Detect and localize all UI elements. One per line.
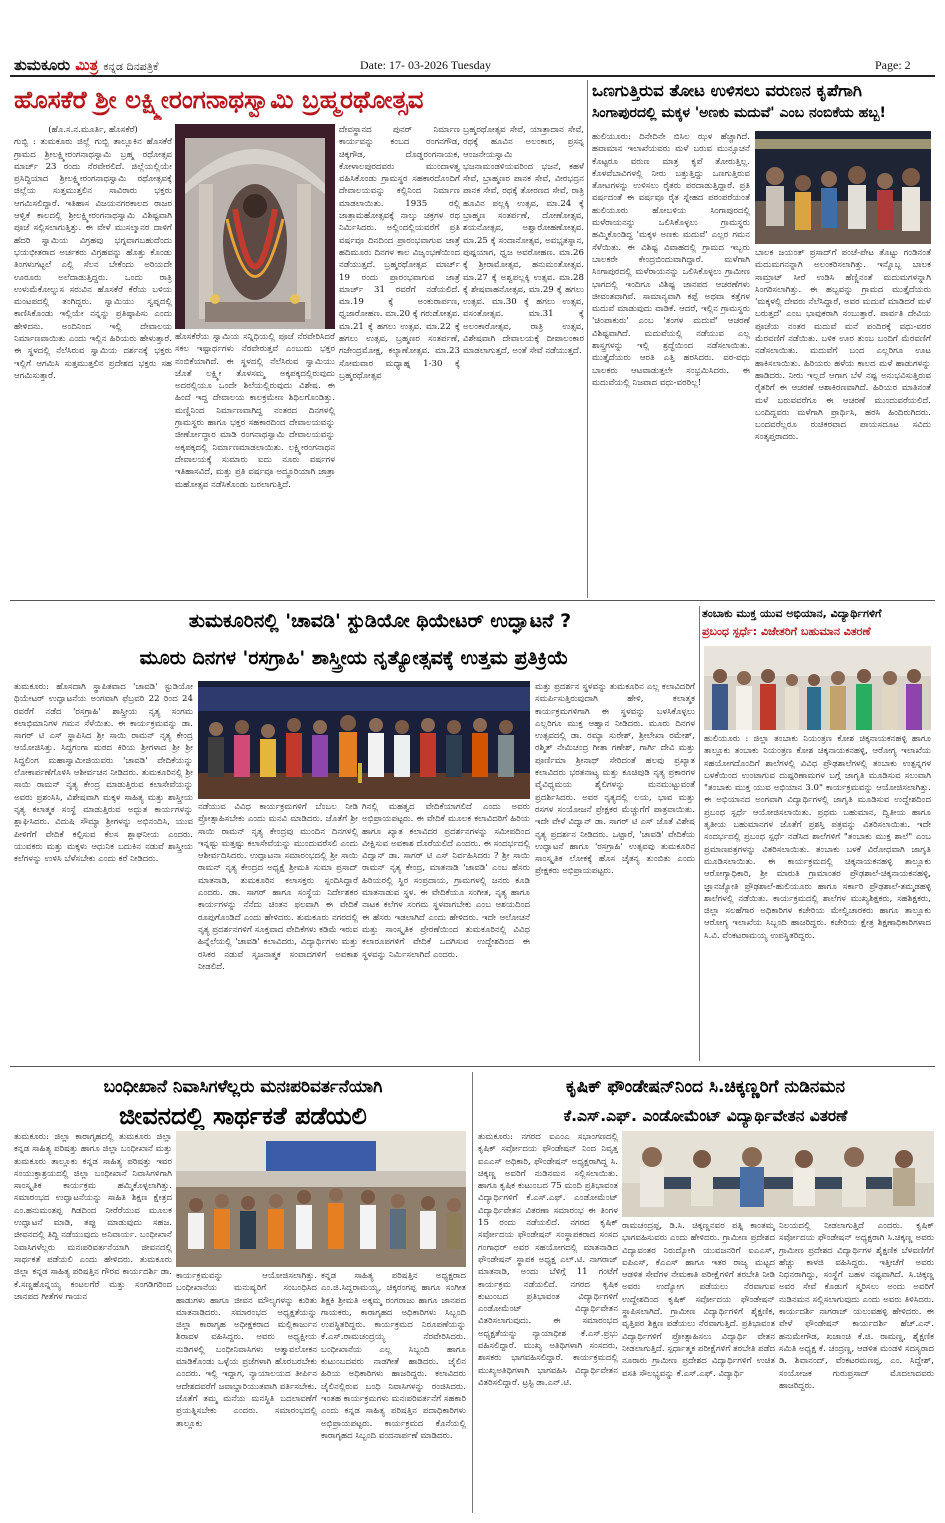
chavadi-text-2: ನಡೆಯುವ ವಿವಿಧ ಕಾರ್ಯಕ್ರಮಗಳಿಗೆ ಬೆಂಬಲ ನೀಡಿ ಪ್ರೋತ್ಸಾಹಿಸಬೇಕು ಎಂದು ಮನವಿ ಮಾಡಿದರು. ಜೊತೆಗೆ ಶ್ರೀ ಸಾಯಿ ರಾಮನ್ ನೃತ್ಯ ಕೇಂದ್ರವು ಮುಂದಿನ ದಿನಗಳಲ್ಲಿ ಇನ್ನಷ್ಟು ಮತ್ತಷ್ಟು ಕಲಾಸೇವೆಯನ್ನು ಮುಂದುವರೆಸಲಿ ಎಂದು ಆಶೀರ್ವದಿಸಿದರು. ಉದ್ಘಾಟನಾ ಸಮಾರಂಭದಲ್ಲಿ ಶ್ರೀ ಸಾಯಿ ರಾಮನ್ ನೃತ್ಯ ಕೇಂದ್ರದ ಅಧ್ಯಕ್ಷೆ ಶ್ರೀಮತಿ ಸುಮಾ ಪ್ರಸಾದ್ ಮಾತನಾಡಿ, ತುಮಕೂರಿನ ಕಲಾಸಕ್ತರು ಸ್ಪಂದಿಸಿದ್ದಾರೆ ಎಂದರು. ಡಾ. ಸಾಗರ್ ಹಾಗೂ ಸಂಸ್ಥೆಯ ನಿರ್ದೇಶಕರ ಕಾರ್ಯಗಳನ್ನು ನೆನೆದು ಚಿಂತನ ಫಲವಾಗಿ ಈ ವೇದಿಕೆ ರೂಪುಗೊಂಡಿದೆ ಎಂದು ಹೇಳಿದರು. ತುಮಕೂರು ನಗರದಲ್ಲಿ ನೃತ್ಯ ಪ್ರದರ್ಶನಗಳಿಗೆ ಸೂಕ್ತವಾದ ವೇದಿಕೆಗಳು ಕಡಿಮೆ ಇರುವ ಹಿನ್ನೆಲೆಯಲ್ಲಿ 'ಚಾವಡಿ' ಕಲಾವಿದರು, ವಿದ್ಯಾರ್ಥಿಗಳು ಮತ್ತು ರಸಿಕರ ನಡುವೆ ಸೃಜನಾತ್ಮಕ ಸಂವಾದಗಳಿಗೆ ಅವಕಾಶ ನೀಡಲಿದೆ.	[198, 802, 358, 972]
rathotsava-text-4: ಬ್ರಹ್ಮರಥೋತ್ಸವ ಸೇವೆ, ಯಾತ್ರಾದಾನ ಸೇವೆ, ರಥಕ್ಕೆ ಹೂವಿನ ಅಲಂಕಾರ, ಪ್ರಸನ್ನ ಆಂಜನೇಯಸ್ವಾಮಿ ಭಜನಾಮಂಡಳಿಯವರಿಂದ ಭಜನೆ, ಕಹಳೆ ಸೇವೆ, ಬ್ರಾಹ್ಮಣರ ಪಾನಕ ಸೇವೆ, ವೀರಭದ್ರನ ಪಾನಕ ಸೇವೆ, ರಥಕ್ಕೆ ತೋರಣದ ಸೇವೆ, ರಾತ್ರಿ ಹೂವಿನ ಪಲ್ಲಕ್ಕಿ ಉತ್ಸವ, ಮಾ.24 ಕ್ಕೆ ಬ್ರಾಹ್ಮಣ ಸಂತರ್ಪಣೆ, ದೋಣೋತ್ಸವ, ಶಯನೋತ್ಸವ, ಅಶ್ವಾರೋಹಣೋತ್ಸವ. ಮಾ.25 ಕ್ಕೆ ಸಂದಾನೋತ್ಸವ, ಅವಭೃತಸ್ನಾನ, ಪುಷ್ಪಯಾಗ, ಧ್ವಜ ಅವರೋಹಣ. ಮಾ.26 ಕ್ಕೆ ಶ್ರೀರಾಮೋತ್ಸವ, ಹನುಮಂತೋತ್ಸವ. ಮಾ.27 ಕ್ಕೆ ಅಶ್ವಪಲ್ಲಕ್ಕಿ ಉತ್ಸವ. ಮಾ.28 ಕ್ಕೆ ಶೇಷವಾಹನೋತ್ಸವ, ಮಾ.29 ಕ್ಕೆ ಹಗಲು ಉತ್ಸವ. ಮಾ.30 ಕ್ಕೆ ಹಗಲು ಉತ್ಸವ, ವಸಂತೋತ್ಸವ. ಮಾ.31 ಕ್ಕೆ ಅಲಂಕಾರೋತ್ಸವ, ರಾತ್ರಿ ಉತ್ಸವ, ವಿಶೇಷವಾಗಿ ದೇವಾಲಯಕ್ಕೆ ದೀಪಾಲಂಕಾರ ಮಾಡಲಾಗುತ್ತದೆ, ಅಂತೆ ಸೇವೆ ನಡೆಯುತ್ತದೆ.	[463, 125, 584, 357]
chavadi-text-4: ಮತ್ತು ಪ್ರದರ್ಶನ ಸ್ಥಳವನ್ನು ತುಮಕೂರಿನ ಎಲ್ಲ ಕಲಾವಿದರಿಗೆ ಸಮರ್ಪಿಸುತ್ತಿರುವುದಾಗಿ ಹೇಳಿ, ಕಲಾತ್ಮಕ ಕಾರ್ಯಕ್ರಮಗಳಿಗಾಗಿ ಈ ಸ್ಥಳವನ್ನು ಬಳಸಿಕೊಳ್ಳಲು ಎಲ್ಲರಿಗೂ ಮುಕ್ತ ಆಹ್ವಾನ ನೀಡಿದರು. ಮೂರು ದಿನಗಳ ಉತ್ಸವದಲ್ಲಿ ಡಾ. ರಮ್ಯಾ ಸುರೇಶ್, ಶ್ರೀಲೇಖಾ ರಮೇಶ್, ರಶ್ಮಿತ್ ನೇಮಿಚಂದ್ರ ಗೀತಾ ಗಣೇಶ್, ಗಾರ್ಗಿ ದೇವಿ ಮತ್ತು ಪೂರ್ಣಿಮಾ ಶ್ರೀನಾಥ್ ಸೇರಿದಂತೆ ಹಲವು ಪ್ರಖ್ಯಾತ ಕಲಾವಿದರು ಭರತನಾಟ್ಯ ಮತ್ತು ಕೂಚಿಪುಡಿ ನೃತ್ಯ ಪ್ರಕಾರಗಳ ವೈವಿಧ್ಯಮಯ ಶೈಲಿಗಳನ್ನು ಮನಮುಟ್ಟುವಂತೆ ಪ್ರದರ್ಶಿಸಿದರು. ಅವರ ನೃತ್ಯದಲ್ಲಿ ಲಯ, ಭಾವ ಮತ್ತು ರಸಗಳ ಸಂಯೋಜನೆ ಪ್ರೇಕ್ಷಕರ ಮೆಚ್ಚುಗೆಗೆ ಪಾತ್ರವಾಯಿತು. ಇದೇ ವೇಳೆ ವಿದ್ವಾನ್ ಡಾ. ಸಾಗರ್ ಟಿ ಎಸ್ ಜೊತೆ ವಿಶೇಷ ನೃತ್ಯ ಪ್ರದರ್ಶನ ನೀಡಿದರು. ಒಟ್ಟಾರೆ, 'ಚಾವಡಿ' ವೇದಿಕೆಯ ಉದ್ಘಾಟನೆ ಹಾಗೂ 'ರಸಗ್ರಾಹಿ' ಉತ್ಸವವು ತುಮಕೂರಿನ ಸಾಂಸ್ಕೃತಿಕ ಲೋಕಕ್ಕೆ ಹೊಸ ಚೈತನ್ಯ ತುಂಬಿತು ಎಂದು ಪ್ರೇಕ್ಷಕರು ಅಭಿಪ್ರಾಯಪಟ್ಟರು.	[535, 682, 695, 877]
krushik-text-2: ರಾಮಚಂದ್ರಪ್ಪ, ಡಿ.ಸಿ. ಚಿಕ್ಕಣ್ಣನವರ ಪತ್ನಿ ಕಾಂತಮ್ಮ ಭಾಗವಹಿಸುವರು ಎಂದು ಹೇಳಿದರು. ಗ್ರಾಮೀಣ ಪ್ರದೇಶದ ವಿದ್ಯಾವಂತರ ನಿರುದ್ಯೋಗಿ ಯುವಜನರಿಗೆ ಐಎಎಸ್, ಐಪಿಎಸ್, ಕೆಎಎಸ್ ಹಾಗೂ ಇತರ ರಾಜ್ಯ ಮಟ್ಟದ ಆಡಳಿತ ಸೇವೆಗಳ ನೇಮಕಾತಿ ಪರೀಕ್ಷೆಗಳಿಗೆ ತರಬೇತಿ ನೀಡಿ ಅವರು ಉದ್ಯೋಗ ಪಡೆಯಲು ನೆರವಾಗುವ ಉದ್ದೇಶದಿಂದ ಕೃಷಿಕ್ ಸರ್ವೋದಯ ಫೌಂಡೇಷನ್ ಸ್ಥಾಪಿಸಲಾಗಿದೆ. ಗ್ರಾಮೀಣ ವಿದ್ಯಾರ್ಥಿಗಳಿಗೆ ಶೈಕ್ಷಣಿಕ, ವೃತ್ತಿಪರ ಶಿಕ್ಷಣ ಪಡೆಯಲು ನೆರವಾಗುತ್ತಿದೆ. ಪ್ರತಿಭಾವಂತ ವಿದ್ಯಾರ್ಥಿಗಳಿಗೆ ಪ್ರೋತ್ಸಾಹಿಸಲು ವಿದ್ಯಾರ್ಥಿ ವೇತನ ನೀಡಲಾಗುತ್ತಿದೆ. ಸ್ಪರ್ಧಾತ್ಮಕ ಪರೀಕ್ಷೆಗಳಿಗೆ ತರಬೇತಿ ಪಡೆದ ನೂರಾರು ಗ್ರಾಮೀಣ ಪ್ರದೇಶದ ವಿದ್ಯಾರ್ಥಿಗಳಿಗೆ ಉಚಿತ ವಸತಿ ಸೌಲಭ್ಯವನ್ನು ಕೆ.ಎಸ್.ಎಫ್. ವಿದ್ಯಾರ್ಥಿ	[622, 1221, 775, 1379]
tobacco-headline-2: ಪ್ರಬಂಧ ಸ್ಪರ್ಧೆ: ವಿಜೇತರಿಗೆ ಬಹುಮಾನ ವಿತರಣೆ	[702, 625, 871, 638]
masthead-name-part2: ಮಿತ್ರ	[75, 56, 99, 74]
chavadi-text-1: ತುಮಕೂರು: ಹೊಸದಾಗಿ ಸ್ಥಾಪಿತವಾದ 'ಚಾವಡಿ' ಸ್ಟುಡಿಯೋ ಥಿಯೇಟರ್ ಉದ್ಘಾಟನೆಯ ಅಂಗವಾಗಿ ಫೆಬ್ರವರಿ 22 ರಿಂದ 24 ರವರೆಗೆ ನಡೆದ 'ರಸಗ್ರಾಹಿ' ಶಾಸ್ತ್ರೀಯ ನೃತ್ಯ ಸಂಗಮ ಕಲಾಭಿಮಾನಿಗಳ ಗಮನ ಸೆಳೆಯಿತು. ಈ ಕಾರ್ಯಕ್ರಮವನ್ನು ಡಾ. ಸಾಗರ್ ಟಿ ಎಸ್ ಸ್ಥಾಪಿಸಿದ ಶ್ರೀ ಸಾಯಿ ರಾಮನ್ ನೃತ್ಯ ಕೇಂದ್ರ ಆಯೋಜಿಸಿತ್ತು. ಸಿದ್ಧಗಂಗಾ ಮಠದ ಕಿರಿಯ ಶ್ರೀಗಳಾದ ಶ್ರೀ ಶ್ರೀ ಸಿದ್ಧಲಿಂಗ ಮಹಾಸ್ವಾಮೀಜಿಯವರು 'ಚಾವಡಿ' ವೇದಿಕೆಯನ್ನು ಲೋಕಾರ್ಪಣೆಗೊಳಿಸಿ ಆಶೀರ್ವಚನ ನೀಡಿದರು. ತುಮಕೂರಿನಲ್ಲಿ ಶ್ರೀ ಸಾಯಿ ರಾಮನ್ ನೃತ್ಯ ಕೇಂದ್ರ ಮಾಡುತ್ತಿರುವ ಕಲಾಸೇವೆಯನ್ನು ಅವರು ಪ್ರಶಂಸಿಸಿ, ವಿಶೇಷವಾಗಿ ಮಕ್ಕಳ ಸಾಹಿತ್ಯ ಮತ್ತು ಶಾಸ್ತ್ರೀಯ ನೃತ್ಯ ಕಲಾತ್ಮಕ ಸಂಸ್ಥೆ ಮಾಡುತ್ತಿರುವ ಅದ್ಭುತ ಕಾರ್ಯಗಳನ್ನು ಶ್ಲಾಘಿಸಿದರು. ವಿದುಷಿ ಸೌಮ್ಯಾ ಶ್ರೀಗಳನ್ನು ಅಭಿನಂದಿಸಿ, ಯುವ ಪೀಳಿಗೆಗೆ ವೇದಿಕೆ ಕಲ್ಪಿಸುವ ಕೆಲಸ ಶ್ಲಾಘನೀಯ ಎಂದರು. ಯುವಕರು ಮತ್ತು ಮಕ್ಕಳು ಆಧುನಿಕ ಬದುಕಿನ ನಡುವೆ ಶಾಸ್ತ್ರೀಯ ಕಲೆಗಳನ್ನು ಉಳಿಸಿ ಬೆಳೆಸಬೇಕು ಎಂದು ಕರೆ ನೀಡಿದರು.	[14, 682, 193, 865]
chavadi-column-1	[14, 681, 193, 1061]
singapore-headline-1: ಒಣಗುತ್ತಿರುವ ತೋಟ ಉಳಿಸಲು ವರುಣನ ಕೃಪೆಗಾಗಿ	[592, 81, 862, 100]
rathotsava-byline: (ಹೊ.ಸ.ನ.ಮೂರ್ತಿ, ಹೊಸಕೆರೆ)	[48, 125, 138, 135]
prison-column-1	[14, 1131, 172, 1513]
krushik-column-1	[478, 1131, 618, 1513]
masthead-tagline: ಕನ್ನಡ ದಿನಪತ್ರಿಕೆ	[103, 60, 159, 73]
krushik-text-1: ತುಮಕೂರು: ನಗರದ ಐಎಂಎ ಸಭಾಂಗಣದಲ್ಲಿ ಕೃಷಿಕ್ ಸರ್ವೋದಯ ಫೌಂಡೇಷನ್ ನಿಂದ ನಿವೃತ್ತ ಐಎಎಸ್ ಅಧಿಕಾರಿ, ಫೌಂಡೇಷನ್ ಅಧ್ಯಕ್ಷರಾಗಿದ್ದ ಸಿ. ಚಿಕ್ಕಣ್ಣ ಅವರಿಗೆ ನುಡಿನಮನ ಸಲ್ಲಿಸಲಾಯಿತು. ಹಾಗೂ ಕೃಷಿಕ ಕುಟುಂಬದ 75 ಮಂದಿ ಪ್ರತಿಭಾವಂತ ವಿದ್ಯಾರ್ಥಿಗಳಿಗೆ ಕೆ.ಎಸ್.ಎಫ್. ಎಂಡೋಮೆಂಟ್ ವಿದ್ಯಾರ್ಥಿವೇತನ ವಿತರಣಾ ಸಮಾರಂಭ ಈ ತಿಂಗಳ 15 ರಂದು ನಡೆಯಲಿದೆ. ನಗರದ ಕೃಷಿಕ್ ಸರ್ವೋದಯ ಫೌಂಡೇಷನ್ ಸಂಸ್ಥಾಪಕರಾದ ಸಂಸದ ಗಂಗಾಧರ್ ಅವರ ಸಹಯೋಗದಲ್ಲಿ ಮಾತನಾಡಿದ ಫೌಂಡೇಷನ್ ಸ್ಥಾಪಕ ಅಧ್ಯಕ್ಷ ಎಲ್.ಟಿ. ನಾಗರಾಜ್ ಮಾತನಾಡಿ, ಅಂದು ಬೆಳಿಗ್ಗೆ 11 ಗಂಟೆಗೆ ಕಾರ್ಯಕ್ರಮ ನಡೆಯಲಿದೆ. ನಗರದ ಕೃಷಿಕ ಕುಟುಂಬದ ಪ್ರತಿಭಾವಂತ ವಿದ್ಯಾರ್ಥಿಗಳಿಗೆ ಎಂಡೋಮೆಂಟ್ ವಿದ್ಯಾರ್ಥಿವೇತನ ವಿತರಿಸಲಾಗುವುದು. ಈ ಸಮಾರಂಭದ ಅಧ್ಯಕ್ಷತೆಯನ್ನು ನ್ಯಾಯಾಧೀಶ ಕೆ.ಎಸ್.ಪ್ರಭು ವಹಿಸಲಿದ್ದಾರೆ. ಮುಖ್ಯ ಅತಿಥಿಗಳಾಗಿ ಸಂಸದರು, ಶಾಸಕರು ಭಾಗವಹಿಸಲಿದ್ದಾರೆ. ಕಾರ್ಯಕ್ರಮದಲ್ಲಿ ಮುಖ್ಯಅತಿಥಿಗಳಾಗಿ ಭಾಗವಹಿಸಿ ವಿದ್ಯಾರ್ಥಿವೇತನ ವಿತರಿಸಲಿದ್ದಾರೆ. ಟ್ರಸ್ಟಿ ಡಾ.ಎನ್.ಟಿ.	[478, 1132, 618, 1388]
prison-text-3: ಕನ್ನಡ ಸಾಹಿತ್ಯ ಪರಿಷತ್ತಿನ ಅಧ್ಯಕ್ಷರಾದ ಎಂ.ಜಿ.ಸಿದ್ದರಾಮಯ್ಯ, ಚಿಕ್ಕರಂಗಪ್ಪ ಹಾಗೂ ಸಂಗೀತ ಶಿಕ್ಷಕಿ ಶ್ರೀಮತಿ ಅಕ್ಕಮ್ಮ ರಂಗರಾಜು ಹಾಗೂ ಜಾನಪದ ಗಾಯಕರು, ಕಾರಾಗೃಹದ ಅಧಿಕಾರಿಗಳು ಸಿಬ್ಬಂದಿ ಉಪಸ್ಥಿತರಿದ್ದರು. ಕಾರ್ಯಕ್ರಮದ ನಿರೂಪಣೆಯನ್ನು ಕೆ.ಎಸ್.ರಾಮಚಂದ್ರಯ್ಯ ನೆರವೇರಿಸಿದರು. ಬಂಧೀಖಾನೆಯ ಎಲ್ಲ ಸಿಬ್ಬಂದಿ ಹಾಗೂ ಕುಟುಂಬದವರು ನಾಡಗೀತೆ ಹಾಡಿದರು. ಜೈಲಿನ ಹಿರಿಯ ಅಧಿಕಾರಿಗಳು ಹಾಜರಿದ್ದರು. ಕಲಾವಿದರು ಜೈಲಿನಲ್ಲಿರುವ ಬಂಧಿ ನಿವಾಸಿಗಳನ್ನು ರಂಜಿಸಿದರು. ಇಂತಹ ಕಾರ್ಯಕ್ರಮಗಳು ಮನಃಪರಿವರ್ತನೆಗೆ ಸಹಕಾರಿ ಎಂದು ಕನ್ನಡ ಸಾಹಿತ್ಯ ಪರಿಷತ್ತಿನ ಪದಾಧಿಕಾರಿಗಳು ಅಭಿಪ್ರಾಯಪಟ್ಟರು. ಕಾರ್ಯಕ್ರಮದ ಕೊನೆಯಲ್ಲಿ ಕಾರಾಗೃಹದ ಸಿಬ್ಬಂದಿ ವಂದನಾರ್ಪಣೆ ಮಾಡಿದರು.	[321, 1271, 466, 1441]
krushik-text-3: ನಿಲಯದಲ್ಲಿ ನೀಡಲಾಗುತ್ತಿದೆ ಎಂದರು. ಕೃಷಿಕ್ ಸರ್ವೋದಯ ಫೌಂಡೇಷನ್ ಅಧ್ಯಕ್ಷರಾಗಿ ಸಿ.ಚಿಕ್ಕಣ್ಣ ಅವರು ಗ್ರಾಮೀಣ ಪ್ರದೇಶದ ವಿದ್ಯಾರ್ಥಿಗಳ ಶೈಕ್ಷಣಿಕ ಬೆಳವಣಿಗೆಗೆ ಹೆಚ್ಚು ಕಾಳಜಿ ವಹಿಸಿದ್ದರು. ಇತ್ತೀಚೆಗೆ ಅವರು ನಿಧನರಾಗಿದ್ದು, ಸಂಸ್ಥೆಗೆ ಬಹಳ ನಷ್ಟವಾಗಿದೆ. ಸಿ.ಚಿಕ್ಕಣ್ಣ ಅವರ ಸೇವೆ ಕೊಡುಗೆ ಸ್ಮರಿಸಲು ಅಂದು ಅವರಿಗೆ ನುಡಿನಮನ ಸಲ್ಲಿಸಲಾಗುವುದು ಎಂದು ಅವರು ತಿಳಿಸಿದರು. ಕಾರ್ಯದರ್ಶಿ ನಾಗರಾಜ್ ಯಲುವಹಳ್ಳಿ ಹೇಳಿದರು. ಈ ವೇಳೆ ಫೌಂಡೇಷನ್ ಕಾರ್ಯದರ್ಶಿ ಹೆಚ್.ಎನ್. ಹನುಮೇಗೌಡ, ಖಜಾಂಚಿ ಕೆ.ಜಿ. ರಾಮಣ್ಣ, ಶೈಕ್ಷಣಿಕ ಸಮಿತಿ ಅಧ್ಯಕ್ಷ ಕೆ. ಚಂದ್ರಣ್ಣ, ಆಡಳಿತ ಮಂಡಳಿ ಸದಸ್ಯರಾದ ಡಿ. ಶಿವಾನಂದ್, ವೆಂಕಟರಮಣಪ್ಪ, ಎಂ. ಸಿದ್ದೇಶ್, ಸಂಯೋಜಕ ಗುರುಪ್ರಸಾದ್ ಮೊದಲಾದವರು ಹಾಜರಿದ್ದರು.	[779, 1221, 934, 1391]
rathotsava-text-2: ಹೊಸಕೆರೆಯ ಸ್ವಾಮಿಯ ಸನ್ನಿಧಿಯಲ್ಲಿ ಪೂಜೆ ನೆರವೇರಿಸಿದರೆ ಸಕಲ ಇಷ್ಟಾರ್ಥಗಳು ನೆರವೇರುತ್ತವೆ ಎಂಬುದು ಭಕ್ತರ ನಂಬಿಕೆಯಾಗಿದೆ. ಈ ಸ್ಥಳದಲ್ಲಿ ನೆಲೆಸಿರುವ ಸ್ವಾಮಿಯು ಜೊತೆ ಲಕ್ಷ್ಮೀ ತೊಳಸಮ್ಮ ಅಕ್ಕಪಕ್ಕದಲ್ಲಿರುವುದು ಅದರಲ್ಲಿಯೂ ಒಂದೇ ಶಿಲೆಯಲ್ಲಿರುವುದು ವಿಶೇಷ. ಈ ಹಿಂದೆ ಇದ್ದ ದೇವಾಲಯ ಕಾಲಕ್ರಮೇಣ ಶಿಥಿಲಗೊಂಡಿತ್ತು. ಮಣ್ಣಿನಿಂದ ನಿರ್ಮಾಣವಾಗಿದ್ದ ನಂತರದ ದಿನಗಳಲ್ಲಿ ಗ್ರಾಮಸ್ಥರು ಹಾಗೂ ಭಕ್ತರ ಸಹಕಾರದಿಂದ ದೇವಾಲಯವನ್ನು ಜೀರ್ಣೋದ್ಧಾರ ಮಾಡಿ ರಂಗನಾಥಸ್ವಾಮಿ ದೇವಾಲಯವನ್ನು ಅಕ್ಕಪಕ್ಕದಲ್ಲಿ ನಿರ್ಮಾಣಮಾಡಲಾಯಿತು. ಲಕ್ಷ್ಮೀರಂಗನಾಥನ ದೇವಾಲಯಕ್ಕೆ ಸುಮಾರು ಐದು ನೂರು ವರ್ಷಗಳ ಇತಿಹಾಸವಿದೆ, ಮತ್ತು ಪ್ರತಿ ವರ್ಷವೂ ಅದ್ಧೂರಿಯಾಗಿ ಜಾತ್ರಾ ಮಹೋತ್ಸವ ನಡೆಸಿಕೊಂಡು ಬರಲಾಗುತ್ತಿದೆ.	[175, 332, 335, 490]
chavadi-column-2	[198, 801, 358, 1061]
masthead-title	[14, 56, 158, 74]
masthead-date: Date: 17- 03-2026 Tuesday	[360, 58, 491, 72]
tobacco-text: ಹುಲಿಯೂರು : ಜಿಲ್ಲಾ ತಂಬಾಕು ನಿಯಂತ್ರಣ ಕೋಶ ಚಿಕ್ಕನಾಯಕನಹಳ್ಳಿ ಹಾಗೂ ತಾಲ್ಲೂಕು ತಂಬಾಕು ನಿಯಂತ್ರಣ ಕೋಶ ಚಿಕ್ಕನಾಯಕನಹಳ್ಳಿ, ಆರೋಗ್ಯ ಇಲಾಖೆಯ ಸಹಯೋಗದೊಂದಿಗೆ ಶಾಲೆಗಳಲ್ಲಿ ವಿವಿಧ ಪ್ರೌಢಶಾಲೆಗಳಲ್ಲಿ ತಂಬಾಕು ಉತ್ಪನ್ನಗಳ ಬಳಕೆಯಿಂದ ಉಂಟಾಗುವ ದುಷ್ಪರಿಣಾಮಗಳ ಬಗ್ಗೆ ಜಾಗೃತಿ ಮೂಡಿಸುವ ಸಲುವಾಗಿ "ತಂಬಾಕು ಮುಕ್ತ ಯುವ ಅಭಿಯಾನ 3.0" ಕಾರ್ಯಕ್ರಮವನ್ನು ಆಯೋಜಿಸಲಾಗಿತ್ತು. ಈ ಅಭಿಯಾನದ ಅಂಗವಾಗಿ ವಿದ್ಯಾರ್ಥಿಗಳಲ್ಲಿ ಜಾಗೃತಿ ಮೂಡಿಸುವ ಉದ್ದೇಶದಿಂದ ಪ್ರಬಂಧ ಸ್ಪರ್ಧೆ ಆಯೋಜಿಸಲಾಯಿತು. ಪ್ರಥಮ ಬಹುಮಾನ, ದ್ವಿತೀಯ ಹಾಗೂ ತೃತೀಯ ಬಹುಮಾನಗಳ ಜೊತೆಗೆ ಪ್ರಶಸ್ತಿ ಪತ್ರವನ್ನು ವಿತರಿಸಲಾಯಿತು. ಇದೇ ಸಂದರ್ಭದಲ್ಲಿ ಪ್ರಬಂಧ ಸ್ಪರ್ಧೆ ನಡೆಸಿದ ಶಾಲೆಗಳಿಗೆ "ತಂಬಾಕು ಮುಕ್ತ ಶಾಲೆ" ಎಂಬ ಪ್ರಮಾಣಪತ್ರಗಳನ್ನು ವಿತರಿಸಲಾಯಿತು. ತಂಬಾಕು ಬಳಕೆ ವಿರೋಧವಾಗಿ ಜಾಗೃತಿ ಮೂಡಿಸಲಾಯಿತು. ಈ ಕಾರ್ಯಕ್ರಮದಲ್ಲಿ ಚಿಕ್ಕನಾಯಕನಹಳ್ಳಿ ತಾಲ್ಲೂಕು ಆರೋಗ್ಯಾಧಿಕಾರಿ, ಶ್ರೀ ಮಾರುತಿ ಗ್ರಾಮಾಂತರ ಪ್ರೌಢಶಾಲೆ-ಚಿಕ್ಕನಾಯಕನಹಳ್ಳಿ, ಜ್ಞಾನಜ್ಯೋತಿ ಪ್ರೌಢಶಾಲೆ-ಹುಲಿಯೂರು ಹಾಗೂ ಸರ್ಕಾರಿ ಪ್ರೌಢಶಾಲೆ-ತಮ್ಮಡಹಳ್ಳಿ ಶಾಲೆಗಳಲ್ಲಿ ನಡೆಯಿತು. ಕಾರ್ಯಕ್ರಮದಲ್ಲಿ ಶಾಲೆಗಳ ಮುಖ್ಯಶಿಕ್ಷಕರು, ಸಹಶಿಕ್ಷಕರು, ಜಿಲ್ಲಾ ಸಲಹೆಗಾರ ಅಧಿಕಾರಿಗಳ ಕಚೇರಿಯ ಮೇಲ್ವಿಚಾರಕರು ಹಾಗೂ ತಾಲ್ಲೂಕು ಆರೋಗ್ಯ ಇಲಾಖೆಯ ಸಿಬ್ಬಂದಿ ಹಾಜರಿದ್ದರು. ಕಚೇರಿಯ ಕ್ಷೇತ್ರ ಶಿಕ್ಷಣಾಧಿಕಾರಿಗಳಾದ ಸಿ.ವಿ. ವೆಂಕಟರಾಮಯ್ಯ ಉಪಸ್ಥಿತರಿದ್ದರು.	[704, 734, 931, 941]
rathotsava-column-1	[14, 124, 172, 592]
singapore-text-1: ಹುಲಿಯೂರು: ದಿನೇದಿನೇ ಬಿಸಿಲ ಝಳ ಹೆಚ್ಚಾಗಿದೆ. ಹವಾಮಾನ ಇಲಾಖೆಯವರು ಮಳೆ ಬರುವ ಮುನ್ಸೂಚನೆ ಕೊಟ್ಟರೂ ವರುಣ ಮಾತ್ರ ಕೃಪೆ ತೋರುತ್ತಿಲ್ಲ. ಕೊಳವೆಬಾವಿಗಳಲ್ಲಿ ನೀರು ಬತ್ತುತ್ತಿದ್ದು ಒಣಗುತ್ತಿರುವ ತೋಟಗಳನ್ನು ಉಳಿಸಲು ರೈತರು ಪರದಾಡುತ್ತಿದ್ದಾರೆ. ಪ್ರತಿ ವರ್ಷದಂತೆ ಈ ವರ್ಷವೂ ರೈತ ಸ್ನೇಹದ ಪರಂಪರೆಯಂತೆ ಹುಲಿಯೂರು ಹೋಬಳಿಯ ಸಿಂಗಾಪುರದಲ್ಲಿ ಮಳೆರಾಯನನ್ನು ಒಲಿಸಿಕೊಳ್ಳಲು ಗ್ರಾಮಸ್ಥರು ಹಮ್ಮಿಕೊಂಡಿದ್ದ 'ಮಕ್ಕಳ ಅಣಕು ಮದುವೆ' ಎಲ್ಲರ ಗಮನ ಸೆಳೆಯಿತು. ಈ ವಿಶಿಷ್ಟ ವಿವಾಹದಲ್ಲಿ ಗ್ರಾಮದ ಇಬ್ಬರು ಬಾಲಕರೇ ಕೇಂದ್ರಬಿಂದುವಾಗಿದ್ದಾರೆ. ಮಳೆಗಾಗಿ ಸಿಂಗಾಪುರದಲ್ಲಿ ಮಳೆರಾಯನನ್ನು ಒಲಿಸಿಕೊಳ್ಳಲು ಗ್ರಾಮೀಣ ಭಾಗದಲ್ಲಿ ಇಂದಿಗೂ ವಿಶಿಷ್ಟ ಜಾನಪದ ಆಚರಣೆಗಳು ಜೀವಂತವಾಗಿವೆ. ಸಾಮಾನ್ಯವಾಗಿ ಕಪ್ಪೆ ಅಥವಾ ಕತ್ತೆಗಳ ಮದುವೆ ಮಾಡುವುದು ವಾಡಿಕೆ. ಆದರೆ, ಇಲ್ಲಿನ ಗ್ರಾಮಸ್ಥರು 'ಚಿಂಪಾಕುರು' ಎಂಬ 'ತಂಗಳ ಮದುವೆ' ಆಚರಣೆ ವಿಶಿಷ್ಟವಾಗಿದೆ. ಮದುವೆಯಲ್ಲಿ ನಡೆಯುವ ಎಲ್ಲ ಶಾಸ್ತ್ರಗಳನ್ನು ಇಲ್ಲಿ ಶ್ರದ್ಧೆಯಿಂದ ನಡೆಸಲಾಯಿತು. ಮುತ್ತೈದೆಯರು ಆರತಿ ಎತ್ತಿ ಹರಸಿದರು. ವರ-ವಧು ಬಾಲಕರು ಆಟವಾಡುತ್ತಲೇ ಸಂಭ್ರಮಿಸಿದರು. ಈ ಮದುವೆಯಲ್ಲಿ ನಿಜವಾದ ವಧು-ವರರಿಲ್ಲ!	[592, 132, 750, 388]
children-wedding-photo	[755, 131, 931, 244]
tobacco-headline-1: ತಂಬಾಕು ಮುಕ್ತ ಯುವ ಅಭಿಯಾನ, ವಿದ್ಯಾರ್ಥಿಗಳಿಗೆ	[702, 607, 882, 620]
prison-headline-2: ಜೀವನದಲ್ಲಿ ಸಾರ್ಥಕತೆ ಪಡೆಯಲಿ	[119, 1102, 367, 1130]
section-divider	[10, 600, 935, 601]
rathotsava-column-3	[339, 124, 460, 592]
prison-event-photo	[176, 1131, 466, 1267]
chavadi-headline-1: ತುಮಕೂರಿನಲ್ಲಿ 'ಚಾವಡಿ' ಸ್ಟುಡಿಯೋ ಥಿಯೇಟರ್ ಉದ್ಘಾಟನೆ ?	[188, 610, 572, 632]
temple-deity-photo	[175, 124, 335, 329]
column-divider	[699, 606, 700, 1061]
rathotsava-text-3: ದೇವಸ್ಥಾನದ ಪುನರ್ ನಿರ್ಮಾಣ ಕಾರ್ಯವನ್ನು ಕಂಬದ ರಂಗನಗೌಡ, ಚಿಕ್ಕಗೌಡ, ದೊಡ್ಡರಂಗನಾಯಕ, ಕೋಳಾಲಪುರದವರು ಮುಂದಾಳತ್ವ ವಹಿಸಿಕೊಂಡು ಗ್ರಾಮಸ್ಥರ ಸಹಕಾರದೊಂದಿಗೆ ದೇವಾಲಯವನ್ನು ಕಲ್ಲಿನಿಂದ ನಿರ್ಮಾಣ ಮಾಡಲಾಯಿತು. 1935 ರಲ್ಲಿ ಜಾತ್ರಾಮಹೋತ್ಸವಕ್ಕೆ ನಾಲ್ಕು ಚಕ್ರಗಳ ರಥ ನಿರ್ಮಿಸಿದರು. ಅಲ್ಲಿಂದಲ್ಲಿಯವರೆಗೆ ಪ್ರತಿ ವರ್ಷವೂ ದಿನದಿಂದ ಪ್ರಾರಂಭವಾಗುವ ಜಾತ್ರೆ ಹದಿಮೂರು ದಿನಗಳ ಕಾಲ ವಿಜೃಂಭಣೆಯಿಂದ ನಡೆಯುತ್ತದೆ. ಬ್ರಹ್ಮರಥೋತ್ಸವ ಮಾರ್ಚ್ 19 ರಂದು ಪ್ರಾರಂಭವಾಗುವ ಜಾತ್ರೆ ಮಾರ್ಚ್ 31 ರವರೆಗೆ ನಡೆಯಲಿದೆ. ಮಾ.19 ಕ್ಕೆ ಅಂಕುರಾರ್ಪಣ, ಧ್ವಜಾರೋಹಣ. ಮಾ.20 ಕ್ಕೆ ಗರುಡೋತ್ಸವ. ಮಾ.21 ಕ್ಕೆ ಹಗಲು ಉತ್ಸವ. ಮಾ.22 ಕ್ಕೆ ಹಗಲು ಉತ್ಸವ, ಬ್ರಹ್ಮಣರ ಸಂತರ್ಪಣೆ, ಗಜೇಂದ್ರಮೋಕ್ಷ, ಕಲ್ಯಾಣೋತ್ಸವ. ಮಾ.23 ಸೋಮವಾರ ಮಧ್ಯಾಹ್ನ 1-30 ಕ್ಕೆ ಬ್ರಹ್ಮರಥೋತ್ಸವ	[339, 125, 460, 381]
chavadi-text-3: ಗಿನಲ್ಲಿ ಮಹತ್ವದ ವೇದಿಕೆಯಾಗಲಿದೆ ಎಂದು ಅವರು ಅಭಿಪ್ರಾಯಪಟ್ಟರು. ಈ ವೇದಿಕೆ ಮೂಲಕ ಕಲಾವಿದರಿಗೆ ಹಿರಿಯ ಹಾಗೂ ಖ್ಯಾತ ಕಲಾವಿದರ ಪ್ರದರ್ಶನಗಳನ್ನು ಸಮೀಪದಿಂದ ವೀಕ್ಷಿಸುವ ಅವಕಾಶ ದೊರೆಯಲಿದೆ ಎಂದರು. ಈ ಸಂದರ್ಭದಲ್ಲಿ ವಿದ್ವಾನ್ ಡಾ. ಸಾಗರ್ ಟಿ ಎಸ್ ನಿರ್ವಹಿಸಿದರು ? ಶ್ರೀ ಸಾಯಿ ರಾಮನ್ ನೃತ್ಯ ಕೇಂದ್ರ, ಮಾತನಾಡಿ 'ಚಾವಡಿ' ಎಂಬ ಹೆಸರು ಹಿರಿಯರಲ್ಲಿ ಸ್ಥಿರ ಸಂಪ್ರದಾಯ, ಗ್ರಾಮಗಳಲ್ಲಿ ಜನರು ಕೂಡಿ ಮಾತನಾಡುವ ಸ್ಥಳ. ಈ ವೇದಿಕೆಯೂ ಸಂಗೀತ, ನೃತ್ಯ ಹಾಗೂ ನಾಟಕ ಕಲೆಗಳ ಸಂಗಮ ಸ್ಥಳವಾಗಬೇಕು ಎಂಬ ಆಶಯದಿಂದ ಈ ಹೆಸರು ಇಡಲಾಗಿದೆ ಎಂದು ಹೇಳಿದರು. ಇದೇ ಆಲೋಚನೆ ಮತ್ತು ಸಾಂಸ್ಕೃತಿಕ ಪ್ರೇರಣೆಯಿಂದ ತುಮಕೂರಿನಲ್ಲಿ ವಿವಿಧ ಕಲಾರೂಪಗಳಿಗೆ ವೇದಿಕೆ ಒದಗಿಸುವ ಉದ್ದೇಶದಿಂದ ಈ ಸ್ಥಳವನ್ನು ನಿರ್ಮಿಸಲಾಗಿದೆ ಎಂದರು.	[362, 802, 530, 960]
krushik-column-2	[622, 1220, 775, 1513]
masthead-rule	[10, 75, 935, 77]
krushik-meeting-photo	[622, 1131, 934, 1217]
rathotsava-column-2	[175, 331, 335, 592]
rathotsava-column-4	[463, 124, 584, 592]
section-divider	[10, 1066, 935, 1067]
chavadi-headline-2: ಮೂರು ದಿನಗಳ 'ರಸಗ್ರಾಹಿ' ಶಾಸ್ತ್ರೀಯ ನೃತ್ಯೋತ್ಸವಕ್ಕೆ ಉತ್ತಮ ಪ್ರತಿಕ್ರಿಯೆ	[139, 647, 569, 669]
masthead-name-part1: ತುಮಕೂರು	[14, 56, 71, 74]
prison-text-1: ತುಮಕೂರು: ಜಿಲ್ಲಾ ಕಾರಾಗೃಹದಲ್ಲಿ ತುಮಕೂರು ಜಿಲ್ಲಾ ಕನ್ನಡ ಸಾಹಿತ್ಯ ಪರಿಷತ್ತು ಹಾಗೂ ಜಿಲ್ಲಾ ಬಂಧೀಖಾನೆ ಮತ್ತು ತುಮಕೂರು ತಾಲ್ಲೂಕು ಕನ್ನಡ ಸಾಹಿತ್ಯ ಪರಿಷತ್ತು ಇವರ ಸಂಯುಕ್ತಾಶ್ರಯದಲ್ಲಿ ಜಿಲ್ಲಾ ಬಂಧೀಖಾನೆ ನಿವಾಸಿಗಳಿಗಾಗಿ ಸಾಂಸ್ಕೃತಿಕ ಕಾರ್ಯಕ್ರಮ ಹಮ್ಮಿಕೊಳ್ಳಲಾಗಿತ್ತು. ಸಮಾರಂಭದ ಉದ್ಘಾಟನೆಯನ್ನು ಸಾಹಿತಿ ಶಿಕ್ಷಣ ಕ್ಷೇತ್ರದ ಎಂ.ಹನುಮಂತಪ್ಪ ಗಿಡದಿಂದ ನೀರೆರೆಯುವ ಮೂಲಕ ಉದ್ಘಾಟನೆ ಮಾಡಿ, ತಪ್ಪು ಮಾಡುವುದು ಸಹಜ. ಜೀವನದಲ್ಲಿ ತಿದ್ದಿ ನಡೆಯುವುದು ಅನಿವಾರ್ಯ. ಬಂಧೀಖಾನೆ ನಿವಾಸಿಗಳೆಲ್ಲರು ಮನಃಪರಿವರ್ತನೆಯಾಗಿ ಜೀವನದಲ್ಲಿ ಸಾರ್ಥಕತೆ ಪಡೆಯಲಿ ಎಂದು ಹೇಳಿದರು. ತುಮಕೂರು ಜಿಲ್ಲಾ ಕನ್ನಡ ಸಾಹಿತ್ಯ ಪರಿಷತ್ತಿನ ಗೌರವ ಕಾರ್ಯದರ್ಶಿ ಡಾ. ಕೆ.ಸಣ್ಣಹೊನ್ನಯ್ಯ ಕಂಟಲಗೆರೆ ಮತ್ತು ಸಂಗಡಿಗರಿಂದ ಜಾನಪದ ಗೀತೆಗಳ ಗಾಯನ	[14, 1132, 172, 1302]
prison-text-2: ಕಾರ್ಯಕ್ರಮವನ್ನು ಆಯೋಜಿಸಲಾಗಿತ್ತು. ಬಂಧೀಖಾನೆಯ ಮನುಷ್ಯರಿಗೆ ಸಂಬಂಧಿಸಿದ ಹಾಡುಗಳು ಹಾಗೂ ಜೀವನ ಮೌಲ್ಯಗಳನ್ನು ಕುರಿತು ಮಾತನಾಡಿದರು. ಸಮಾರಂಭದ ಅಧ್ಯಕ್ಷತೆಯನ್ನು ಜಿಲ್ಲಾ ಕಾರಾಗೃಹ ಅಧೀಕ್ಷಕರಾದ ಮಲ್ಲಿಕಾರ್ಜುನ ಶಿರಾವಳ ವಹಿಸಿದ್ದರು. ಅವರು ಅಧ್ಯಕ್ಷೀಯ ನುಡಿಗಳಲ್ಲಿ ಬಂಧೀನಿವಾಸಿಗಳು ಆತ್ಮಾವಲೋಕನ ಮಾಡಿಕೊಂಡು ಒಳ್ಳೆಯ ಪ್ರಜೆಗಳಾಗಿ ಹೊರಬರಬೇಕು ಎಂದರು. ಇಲ್ಲಿ ಇದ್ದಾಗ, ನ್ಯಾಯಾಲಯದ ತೀರ್ಪಿನ ಆದೇಶದವರೆಗೆ ಜವಾಬ್ದಾರಿಯುತವಾಗಿ ವರ್ತಿಸಬೇಕು. ಜೊತೆಗೆ ತಮ್ಮ ಮನೆಯ ಮನಸ್ಥಿತಿ ಬದಲಾವಣೆಗೆ ಪ್ರಯತ್ನಿಸಬೇಕು ಎಂದರು. ಸಮಾರಂಭದಲ್ಲಿ ತಾಲ್ಲೂಕು	[176, 1271, 317, 1429]
krushik-headline-2: ಕೆ.ಎಸ್.ಎಫ್. ಎಂಡೋಮೆಂಟ್ ವಿದ್ಯಾರ್ಥಿವೇತನ ವಿತರಣೆ	[563, 1107, 848, 1125]
singapore-text-2: ಬಾಲಕ ಜಯಂತ್ ಪ್ರಸಾದ್‌ಗೆ ಪಂಚೆ-ಪೇಟ ತೊಟ್ಟು ಗಂಡಿನಂತೆ ಮದುಮಗನನ್ನಾಗಿ ಅಲಂಕರಿಸಲಾಗಿತ್ತು. ಇನ್ನೊಬ್ಬ ಬಾಲಕ ಸಾಮ್ರಾಟ್ ಸೀರೆ ಉಡಿಸಿ ಹೆಣ್ಣಿನಂತೆ ಮದುಮಗಳನ್ನಾಗಿ ಸಿಂಗರಿಸಲಾಗಿತ್ತು. ಈ ಹಬ್ಬವನ್ನು ಗ್ರಾಮದ ಮುತ್ತೈದೆಯರು 'ಮಕ್ಕಳಲ್ಲಿ ದೇವರು ನೆಲೆಸಿದ್ದಾರೆ, ಅವರ ಮದುವೆ ಮಾಡಿದರೆ ಮಳೆ ಬರುತ್ತದೆ' ಎಂಬ ಭಾವುಕರಾಗಿ ನಂಬುತ್ತಾರೆ. ಪಾರ್ವತಿ ದೇವಿಯ ಪೂಜೆಯ ನಂತರ ಮದುವೆ ಮನೆ ಪಂದಿರಕ್ಕೆ ವಧು-ವರರ ಮೆರವಣಿಗೆ ನಡೆಯಿತು. ಬಳಿಕ ಊರ ತುಂಬ ಬಂದಿಗೆ ಮೆರವಣಿಗೆ ನಡೆಸಲಾಯಿತು. ಮದುವೆಗೆ ಬಂದ ಎಲ್ಲರಿಗೂ ಊಟ ಹಾಕಿಸಲಾಯಿತು. ಹಿರಿಯರು ಹಳೆಯ ಕಾಲದ ಮಳೆ ಹಾಡುಗಳನ್ನು ಹಾಡಿದರು. ನೀರು ಇಲ್ಲದೆ ಆಗಾಗ ಬೆಳೆ ನಷ್ಟ ಅನುಭವಿಸುತ್ತಿರುವ ರೈತರಿಗೆ ಈ ಆಚರಣೆ ಆಶಾಕಿರಣವಾಗಿದೆ. ಹಿರಿಯರ ಮಾತಿನಂತೆ ಮಳೆ ಬರುವವರೆಗೂ ಈ ಆಚರಣೆ ಮುಂದುವರೆಯಲಿದೆ. ಬಂದಿದ್ದವರು ಮಳೆಗಾಗಿ ಪ್ರಾರ್ಥಿಸಿ, ಹರಸಿ ಹಿಂದಿರುಗಿದರು. ಬಂದವರೆಲ್ಲರೂ ರುಚಿಕರವಾದ ಪಾಯಸದೂಟ ಸವಿದು ಸಂತೃಪ್ತರಾದರು.	[755, 248, 931, 443]
krushik-column-3	[779, 1220, 934, 1513]
rathotsava-headline: ಹೊಸಕೆರೆ ಶ್ರೀ ಲಕ್ಷ್ಮೀರಂಗನಾಥಸ್ವಾಮಿ ಬ್ರಹ್ಮರಥೋತ್ಸವ	[14, 85, 424, 114]
tobacco-column	[704, 733, 931, 1061]
singapore-column-1	[592, 131, 750, 592]
krushik-headline-1: ಕೃಷಿಕ್ ಫೌಂಡೇಷನ್‌ನಿಂದ ಸಿ.ಚಿಕ್ಕಣ್ಣರಿಗೆ ನುಡಿನಮನ	[566, 1077, 845, 1097]
singapore-column-2	[755, 247, 931, 592]
chavadi-column-4	[535, 681, 695, 1061]
prison-headline-1: ಬಂಧೀಖಾನೆ ನಿವಾಸಿಗಳೆಲ್ಲರು ಮನಃಪರಿವರ್ತನೆಯಾಗಿ	[103, 1077, 383, 1097]
column-divider	[472, 1072, 473, 1513]
chavadi-event-photo	[198, 681, 530, 799]
prison-column-3	[321, 1270, 466, 1513]
tobacco-prize-photo	[704, 646, 931, 730]
rathotsava-text-1: ಗುಬ್ಬಿ : ತುಮಕೂರು ಜಿಲ್ಲೆ ಗುಬ್ಬಿ ತಾಲ್ಲೂಕಿನ ಹೊಸಕೆರೆ ಗ್ರಾಮದ ಶ್ರೀಲಕ್ಷ್ಮೀರಂಗನಾಥಸ್ವಾಮಿ ಬ್ರಹ್ಮ ರಥೋತ್ಸವ ಮಾರ್ಚ್ 23 ರಂದು ನೆರವೇರಲಿದೆ. ಜಿಲ್ಲೆಯಲ್ಲಿಯೇ ಪ್ರಸಿದ್ಧಿಯಾದ ಶ್ರೀಲಕ್ಷ್ಮೀರಂಗನಾಥಸ್ವಾಮಿ ರಥೋತ್ಸವಕ್ಕೆ ಜಿಲ್ಲೆಯ ಸುತ್ತಮುತ್ತಲಿನ ಸಾವಿರಾರು ಭಕ್ತರು ಆಗಮಿಸಲಿದ್ದಾರೆ. ಇತಿಹಾಸ ವಿಜಯನಗರಕಾಲದ ರಾಜರ ಆಳ್ವಿಕೆ ಕಾಲದಲ್ಲಿ ಶ್ರೀಲಕ್ಷ್ಮೀರಂಗನಾಥಸ್ವಾಮಿ ವಿಶಿಷ್ಟವಾಗಿ ಪೂಜೆ ಸಲ್ಲಿಸಲಾಗುತ್ತಿತ್ತು. ಈ ವೇಳೆ ಮುಸಲ್ಮಾನರ ದಾಳಿಗೆ ಹೆದರಿ ಸ್ವಾಮಿಯ ವಿಗ್ರಹವು ಭಗ್ನವಾಗಬಹುದೆಂದು ಭಯಭೀತರಾದ ಅರ್ಚಕರು ವಿಗ್ರಹವನ್ನು ಹೊತ್ತು ಕೊಂಡು ತಿಂಗಳುಗಟ್ಟಲೆ ಎಲ್ಲಿ ಸೆಲನ ಬೇಕೆಂದು ಅರಿಯದೇ ಊರೂರು ಅಲೆದಾಡುತ್ತಿದ್ದರು. ಒಂದು ರಾತ್ರಿ ಉಳುಮೆಕೋಲ್ನುಸ ಸರುವಿನ ಹೊಸಕೆರೆ ಕೆರೆಯ ಬಳಿಯ ಮಂಟಪದಲ್ಲಿ ತಂಗಿದ್ದರು. ಸ್ವಾಮಿಯು ಸ್ವಪ್ನದಲ್ಲಿ ಕಾಣಿಸಿಕೊಂಡು ಇಲ್ಲಿಯೇ ನನ್ನನ್ನು ಪ್ರತಿಷ್ಠಾಪಿಸು ಎಂದು ಹೇಳಿದನು. ಅಂದಿನಿಂದ ಇಲ್ಲಿ ದೇವಾಲಯ ನಿರ್ಮಾಣವಾಯಿತು ಎಂದು ಇಲ್ಲಿನ ಹಿರಿಯರು ಹೇಳುತ್ತಾರೆ. ಈ ಸ್ಥಳದಲ್ಲಿ ನೆಲೆಸಿರುವ ಸ್ವಾಮಿಯ ದರ್ಶನಕ್ಕೆ ಭಕ್ತರು ಇಲ್ಲಿಗೆ ಆಗಮಿಸಿ ಸುತ್ತಮುತ್ತಲಿನ ಪ್ರದೇಶದ ಭಕ್ತರು ಸಹ ಆಗಮಿಸುತ್ತಾರೆ.	[14, 137, 172, 381]
masthead-page-number: Page: 2	[875, 58, 911, 72]
chavadi-column-3	[362, 801, 530, 1061]
column-divider	[587, 80, 588, 598]
prison-column-2	[176, 1270, 317, 1513]
singapore-headline-2: ಸಿಂಗಾಪುರದಲ್ಲಿ ಮಕ್ಕಳ 'ಅಣಕು ಮದುವೆ' ಎಂಬ ನಂಬಿಕೆಯ ಹಬ್ಬ!	[592, 105, 886, 121]
